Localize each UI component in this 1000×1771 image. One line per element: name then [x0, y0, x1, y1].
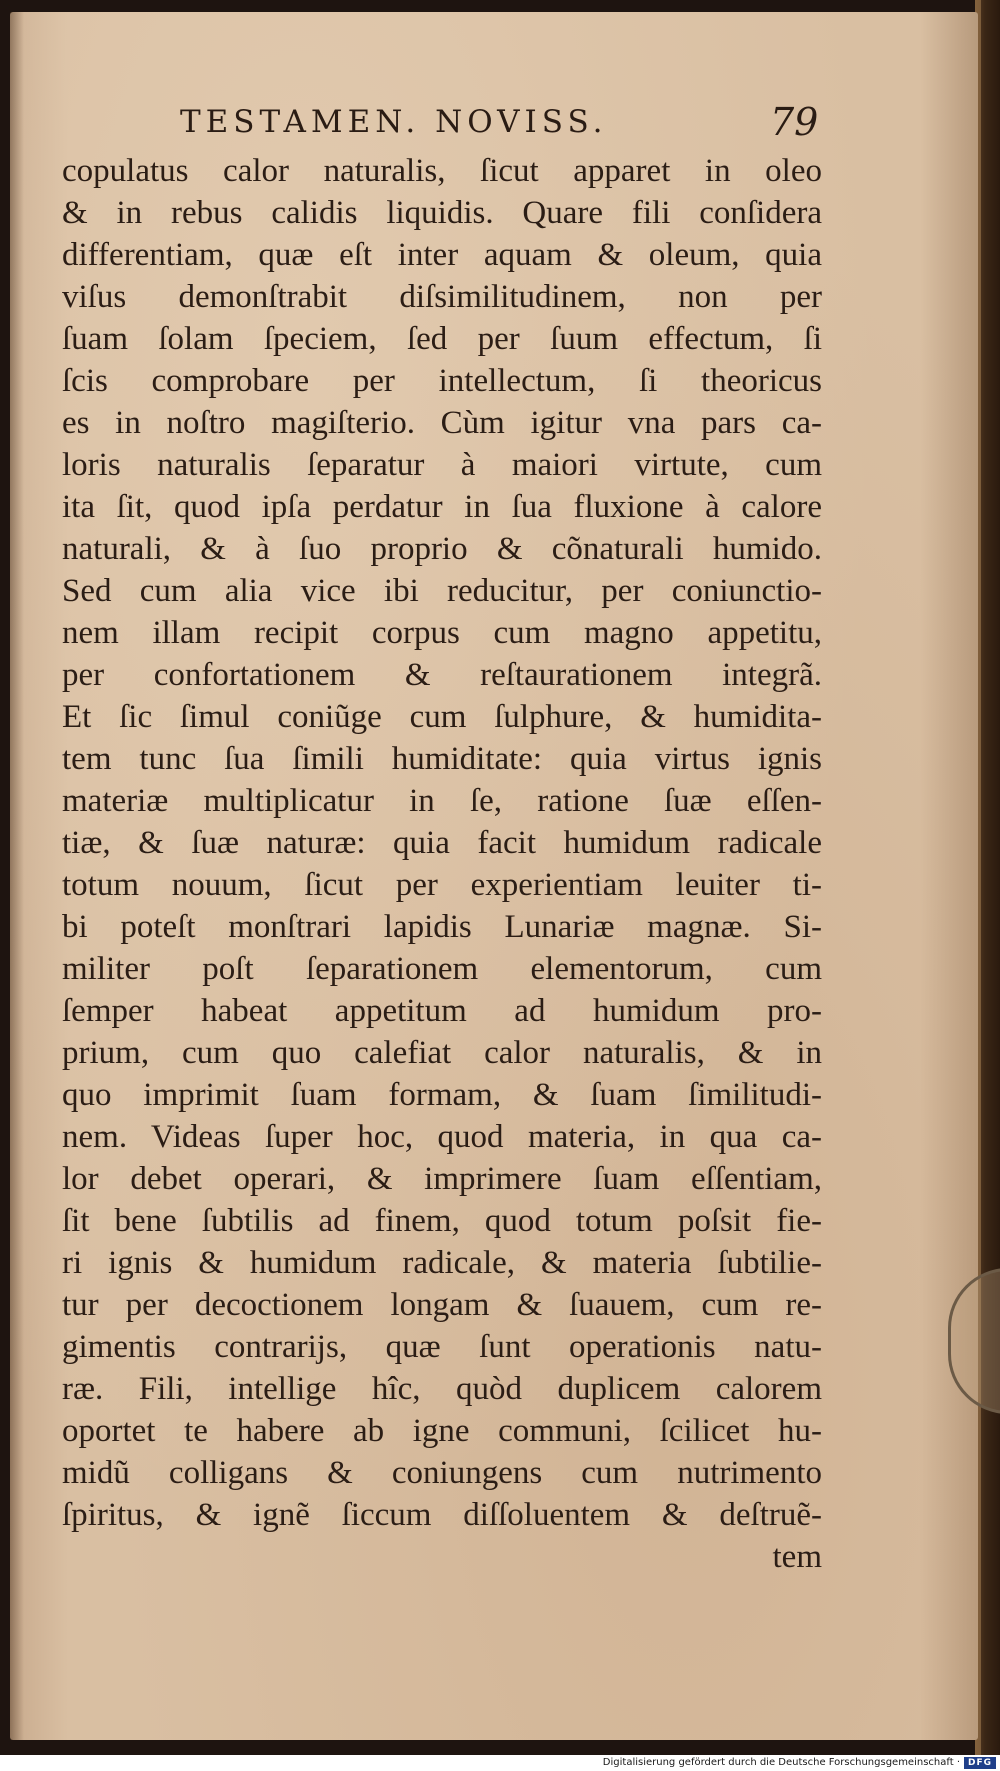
text-line: & in rebus calidis liquidis. Quare fili conſidera — [62, 195, 822, 231]
text-line: nem. Videas ſuper hoc, quod materia, in qua ca- — [62, 1119, 822, 1155]
text-line: materiæ multiplicatur in ſe, ratione ſuæ eſſen- — [62, 783, 822, 819]
text-line: per confortationem & reſtaurationem integrã. — [62, 657, 822, 693]
text-line: ſpiritus, & ignẽ ſiccum diſſoluentem & deſtruẽ- — [62, 1497, 822, 1533]
text-line: oportet te habere ab igne communi, ſcilicet hu- — [62, 1413, 822, 1449]
text-line: Et ſic ſimul coniũge cum ſulphure, & humidita- — [62, 699, 822, 735]
dfg-logo-icon: DFG — [964, 1757, 996, 1769]
text-line: tem tunc ſua ſimili humiditate: quia virtus ignis — [62, 741, 822, 777]
text-line: ſit bene ſubtilis ad finem, quod totum poſsit fie- — [62, 1203, 822, 1239]
body-text — [62, 150, 822, 1578]
text-line: ita ſit, quod ipſa perdatur in ſua fluxione à calore — [62, 489, 822, 525]
text-line: ſcis comprobare per intellectum, ſi theoricus — [62, 363, 822, 399]
text-line: tur per decoctionem longam & ſuauem, cum re- — [62, 1287, 822, 1323]
text-line: nem illam recipit corpus cum magno appetitu, — [62, 615, 822, 651]
funding-credit: Digitalisierung gefördert durch die Deutsche Forschungsgemeinschaft · — [602, 1757, 960, 1768]
gutter-shadow — [10, 12, 24, 1740]
page-number: 79 — [770, 100, 819, 144]
text-line: ræ. Fili, intellige hîc, quòd duplicem calorem — [62, 1371, 822, 1407]
text-line: loris naturalis ſeparatur à maiori virtute, cum — [62, 447, 822, 483]
text-line: prium, cum quo calefiat calor naturalis, & in — [62, 1035, 822, 1071]
text-line: lor debet operari, & imprimere ſuam eſſentiam, — [62, 1161, 822, 1197]
text-line: ſuam ſolam ſpeciem, ſed per ſuum effectum, ſi — [62, 321, 822, 357]
text-line: midũ colligans & coniungens cum nutrimento — [62, 1455, 822, 1491]
running-head: TESTAMEN. NOVISS. — [180, 104, 608, 140]
text-line: quo imprimit ſuam formam, & ſuam ſimilitudi- — [62, 1077, 822, 1113]
footer-bar — [0, 1755, 1000, 1771]
text-line: ſemper habeat appetitum ad humidum pro- — [62, 993, 822, 1029]
text-line: naturali, & à ſuo proprio & cõnaturali humido. — [62, 531, 822, 567]
catchword: tem — [772, 1539, 822, 1575]
text-line: bi poteſt monſtrari lapidis Lunariæ magnæ. Si- — [62, 909, 822, 945]
text-line: viſus demonſtrabit diſsimilitudinem, non per — [62, 279, 822, 315]
text-line: tiæ, & ſuæ naturæ: quia facit humidum radicale — [62, 825, 822, 861]
text-line: es in noſtro magiſterio. Cùm igitur vna pars ca- — [62, 405, 822, 441]
text-line: gimentis contrarijs, quæ ſunt operationis natu- — [62, 1329, 822, 1365]
text-line: militer poſt ſeparationem elementorum, cum — [62, 951, 822, 987]
text-line: ri ignis & humidum radicale, & materia ſubtilie- — [62, 1245, 822, 1281]
text-line: Sed cum alia vice ibi reducitur, per coniunctio- — [62, 573, 822, 609]
text-line: totum nouum, ſicut per experientiam leuiter ti- — [62, 867, 822, 903]
book-binding-edge — [975, 0, 1000, 1771]
text-line: differentiam, quæ eſt inter aquam & oleum, quia — [62, 237, 822, 273]
text-line: copulatus calor naturalis, ſicut apparet in oleo — [62, 153, 822, 189]
